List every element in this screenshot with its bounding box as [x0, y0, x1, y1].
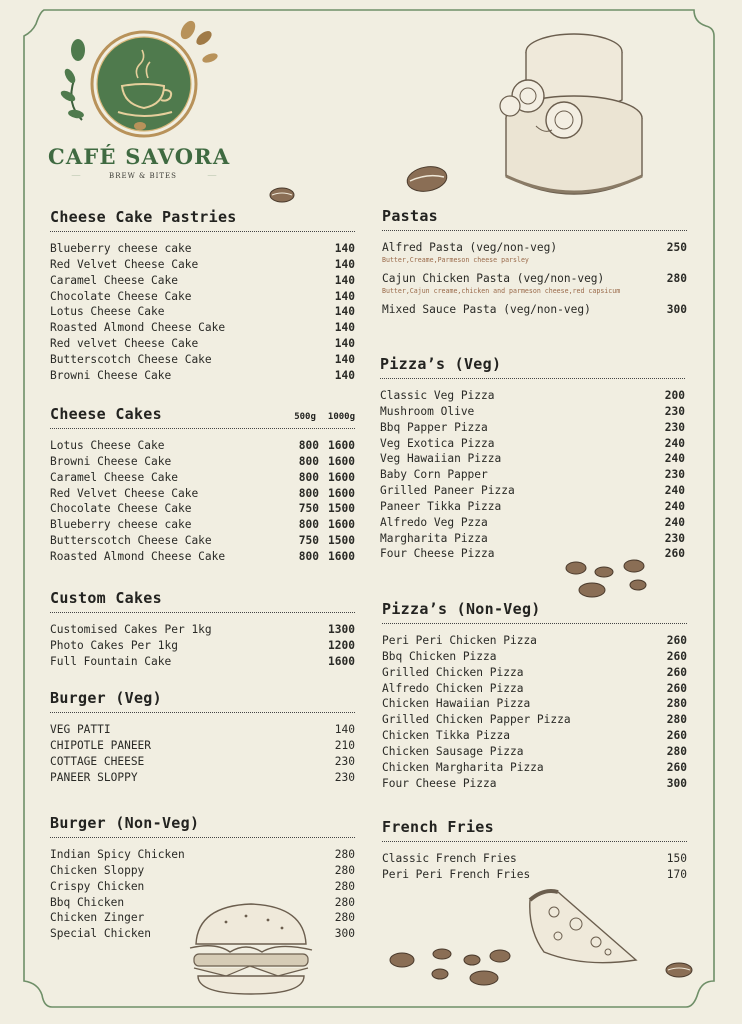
menu-item — [382, 712, 687, 728]
menu-item-line — [50, 770, 355, 786]
menu-item-line — [50, 304, 355, 320]
price-500g: 800 — [298, 470, 319, 484]
price-1000g: 1600 — [328, 470, 355, 484]
menu-item — [380, 483, 685, 499]
size-headers — [282, 407, 355, 427]
menu-item-line — [382, 665, 687, 681]
item-price: 200 — [664, 389, 685, 402]
item-price: 260 — [666, 760, 687, 774]
item-price: 240 — [664, 452, 685, 466]
menu-item — [50, 622, 355, 638]
menu-item — [382, 744, 687, 760]
size-1000g-label: 1000g — [327, 412, 355, 422]
tagline-right-rule — [186, 175, 238, 176]
menu-item — [382, 696, 687, 712]
item-price: 1300 — [328, 623, 355, 636]
menu-item-line — [50, 910, 355, 926]
item-name: Classic Veg Pizza — [380, 389, 495, 402]
item-price: 280 — [334, 863, 355, 877]
size-500g-label: 500g — [294, 412, 316, 422]
menu-item — [380, 515, 685, 531]
item-price: 280 — [666, 744, 687, 758]
menu-item — [382, 633, 687, 649]
menu-item — [380, 531, 685, 547]
menu-item — [50, 517, 355, 533]
section-title: Custom Cakes — [50, 589, 162, 607]
menu-item-line — [380, 467, 685, 483]
item-name: Baby Corn Papper — [380, 468, 488, 482]
item-price: 260 — [666, 634, 687, 647]
item-name: Roasted Almond Cheese Cake — [50, 321, 226, 335]
menu-item-line — [380, 483, 685, 499]
menu-item — [50, 454, 355, 470]
item-price: 1200 — [328, 638, 355, 652]
menu-item-line — [50, 754, 355, 770]
menu-item-line — [380, 531, 685, 547]
menu-item-line — [382, 712, 687, 728]
coffee-bean-icon — [268, 186, 296, 204]
item-name: Red Velvet Cheese Cake — [50, 257, 199, 271]
item-name: Margharita Pizza — [380, 531, 488, 545]
item-price: 280 — [334, 911, 355, 925]
menu-item-line — [380, 388, 685, 404]
menu-item-line — [50, 879, 355, 895]
item-price: 140 — [334, 257, 355, 271]
menu-item-line — [50, 533, 355, 549]
menu-item — [50, 320, 355, 336]
item-price: 240 — [664, 484, 685, 498]
item-name: Butterscotch Cheese Cake — [50, 534, 212, 548]
item-price: 250 — [666, 241, 687, 254]
item-price: 140 — [334, 289, 355, 303]
dotted-divider — [380, 378, 685, 379]
menu-item-line — [382, 696, 687, 712]
section-pastas — [382, 206, 687, 318]
section-pizzas-non-veg — [382, 599, 687, 791]
item-name: Photo Cakes Per 1kg — [50, 638, 178, 652]
item-description: Butter,Cajun creame,chicken and parmeson cheese,red capsicum — [382, 286, 621, 295]
menu-item-line — [50, 486, 355, 502]
price-1000g: 1600 — [328, 486, 355, 500]
menu-item-line — [380, 546, 685, 562]
cafe-name: CAFÉ SAVORA — [48, 144, 231, 169]
menu-item-line — [382, 728, 687, 744]
price-500g: 750 — [298, 534, 319, 548]
item-name: Caramel Cheese Cake — [50, 273, 178, 287]
item-price: 1600 — [328, 654, 355, 668]
item-name: Bbq Papper Pizza — [380, 420, 488, 434]
menu-item — [50, 549, 355, 565]
item-price: 240 — [664, 515, 685, 529]
dotted-divider — [50, 428, 355, 429]
coffee-beans-cluster-icon — [388, 942, 520, 990]
menu-item-line — [50, 895, 355, 911]
menu-item-line — [50, 336, 355, 352]
item-name: Veg Exotica Pizza — [380, 436, 495, 450]
item-price: 280 — [334, 848, 355, 861]
item-price: 230 — [334, 770, 355, 784]
menu-item — [380, 499, 685, 515]
dotted-divider — [382, 841, 687, 842]
item-name: Browni Cheese Cake — [50, 454, 172, 468]
item-name: Bbq Chicken Pizza — [382, 649, 497, 663]
item-name: Chicken Zinger — [50, 911, 145, 925]
menu-item — [380, 546, 685, 562]
item-name: PANEER SLOPPY — [50, 770, 138, 784]
section-title: Burger (Non-Veg) — [50, 814, 200, 832]
item-name: Bbq Chicken — [50, 895, 125, 909]
menu-item — [50, 863, 355, 879]
menu-item-line — [382, 681, 687, 697]
price-500g: 800 — [298, 486, 319, 500]
menu-item — [50, 352, 355, 368]
item-name: Butterscotch Cheese Cake — [50, 352, 212, 366]
item-name: Grilled Paneer Pizza — [380, 484, 515, 498]
menu-item-line — [382, 649, 687, 665]
item-price: 140 — [334, 305, 355, 319]
menu-item — [382, 271, 687, 296]
item-name: Four Cheese Pizza — [380, 547, 495, 561]
price-500g: 800 — [298, 454, 319, 468]
item-name: Four Cheese Pizza — [382, 776, 497, 790]
menu-item — [50, 754, 355, 770]
menu-item-line — [382, 776, 687, 792]
dotted-divider — [50, 712, 355, 713]
menu-item — [380, 467, 685, 483]
coffee-bean-icon — [404, 164, 450, 194]
item-name: Lotus Cheese Cake — [50, 439, 165, 452]
section-title: Pizza’s (Non-Veg) — [382, 600, 541, 618]
item-price: 240 — [664, 499, 685, 513]
menu-item — [50, 770, 355, 786]
item-name: Mushroom Olive — [380, 404, 475, 418]
item-price: 260 — [666, 665, 687, 679]
menu-item-line — [50, 863, 355, 879]
menu-item-line — [382, 867, 687, 883]
item-name: CHIPOTLE PANEER — [50, 738, 152, 752]
menu-item — [50, 241, 355, 257]
menu-item-line — [50, 654, 355, 670]
item-price: 300 — [666, 302, 687, 316]
item-price: 260 — [664, 547, 685, 561]
menu-item-line — [380, 515, 685, 531]
menu-item-line — [382, 240, 687, 256]
item-name: Special Chicken — [50, 927, 152, 941]
item-name: Chicken Tikka Pizza — [382, 729, 510, 743]
item-name: Customised Cakes Per 1kg — [50, 623, 212, 636]
item-price: 140 — [334, 723, 355, 736]
menu-item — [382, 240, 687, 265]
item-price: 230 — [664, 468, 685, 482]
menu-item-line — [380, 451, 685, 467]
item-price: 260 — [666, 729, 687, 743]
menu-item-line — [50, 320, 355, 336]
menu-item — [50, 470, 355, 486]
item-name: VEG PATTI — [50, 723, 111, 736]
item-name: Veg Hawaiian Pizza — [380, 452, 502, 466]
item-name: Alfred Pasta (veg/non-veg) — [382, 241, 558, 254]
coffee-beans-cluster-icon — [562, 556, 654, 602]
item-name: Chicken Hawaiian Pizza — [382, 697, 531, 711]
item-name: Chicken Margharita Pizza — [382, 760, 544, 774]
menu-item — [50, 910, 355, 926]
item-price: 140 — [334, 368, 355, 382]
menu-item — [50, 336, 355, 352]
menu-item-line — [382, 851, 687, 867]
item-price: 260 — [666, 649, 687, 663]
menu-item — [382, 776, 687, 792]
item-price: 280 — [334, 895, 355, 909]
menu-item — [50, 257, 355, 273]
item-price: 230 — [664, 404, 685, 418]
item-price: 280 — [666, 697, 687, 711]
item-name: Alfredo Veg Pzza — [380, 515, 488, 529]
menu-item — [50, 738, 355, 754]
dotted-divider — [50, 231, 355, 232]
item-name: Red velvet Cheese Cake — [50, 337, 199, 351]
item-price: 230 — [664, 420, 685, 434]
item-name: Grilled Chicken Pizza — [382, 665, 524, 679]
menu-item — [50, 304, 355, 320]
section-burger-veg — [50, 688, 355, 785]
item-name: Chocolate Cheese Cake — [50, 502, 192, 516]
item-name: Caramel Cheese Cake — [50, 470, 178, 484]
menu-item-line — [50, 257, 355, 273]
section-title: Burger (Veg) — [50, 689, 162, 707]
cafe-tagline: BREW & BITES — [109, 172, 177, 180]
menu-item — [50, 289, 355, 305]
item-price: 280 — [666, 271, 687, 285]
item-name: Alfredo Chicken Pizza — [382, 681, 524, 695]
menu-item — [50, 926, 355, 942]
item-price: 140 — [334, 337, 355, 351]
item-price: 300 — [334, 927, 355, 941]
item-price: 140 — [334, 321, 355, 335]
item-price: 230 — [664, 531, 685, 545]
item-price: 280 — [666, 713, 687, 727]
menu-item-line — [380, 436, 685, 452]
item-price: 140 — [334, 352, 355, 366]
menu-item — [382, 302, 687, 318]
menu-item-line — [50, 738, 355, 754]
menu-item-line — [50, 847, 355, 863]
item-price: 140 — [334, 273, 355, 287]
section-cheese-cakes — [50, 404, 355, 565]
menu-item-line — [50, 722, 355, 738]
item-name: Blueberry cheese cake — [50, 518, 192, 532]
section-french-fries — [382, 817, 687, 883]
section-custom-cakes — [50, 588, 355, 670]
section-cheese-cake-pastries — [50, 207, 355, 384]
section-title: Cheese Cakes — [50, 405, 162, 423]
item-name: Red Velvet Cheese Cake — [50, 486, 199, 500]
item-name: Peri Peri Chicken Pizza — [382, 634, 537, 647]
price-1000g: 1600 — [328, 454, 355, 468]
menu-item-line — [382, 302, 687, 318]
section-title: French Fries — [382, 818, 494, 836]
menu-item — [50, 879, 355, 895]
item-name: Classic French Fries — [382, 852, 517, 865]
price-1000g: 1500 — [328, 502, 355, 516]
cafe-logo-icon — [60, 20, 220, 140]
menu-item-line — [50, 470, 355, 486]
menu-item — [380, 436, 685, 452]
price-500g: 800 — [298, 518, 319, 532]
price-1000g: 1600 — [328, 439, 355, 452]
menu-item — [382, 851, 687, 867]
price-500g: 750 — [298, 502, 319, 516]
menu-item — [50, 895, 355, 911]
menu-item-line — [382, 744, 687, 760]
item-price: 300 — [666, 776, 687, 790]
menu-item-line — [50, 438, 355, 454]
item-name: Cajun Chicken Pasta (veg/non-veg) — [382, 271, 605, 285]
menu-item — [382, 665, 687, 681]
item-price: 280 — [334, 879, 355, 893]
menu-item — [50, 722, 355, 738]
item-name: Blueberry cheese cake — [50, 242, 192, 255]
item-name: Full Fountain Cake — [50, 654, 172, 668]
dotted-divider — [50, 837, 355, 838]
menu-item — [50, 438, 355, 454]
item-name: COTTAGE CHEESE — [50, 754, 145, 768]
price-1000g: 1500 — [328, 534, 355, 548]
item-name: Chocolate Cheese Cake — [50, 289, 192, 303]
menu-item-line — [50, 926, 355, 942]
section-title-row — [50, 404, 355, 424]
coffee-bean-icon — [664, 960, 694, 980]
menu-item — [382, 649, 687, 665]
menu-item-line — [50, 454, 355, 470]
item-price: 150 — [666, 852, 687, 865]
menu-item-line — [382, 633, 687, 649]
item-name: Mixed Sauce Pasta (veg/non-veg) — [382, 302, 591, 316]
menu-item-line — [380, 420, 685, 436]
menu-item-line — [50, 352, 355, 368]
item-name: Indian Spicy Chicken — [50, 848, 185, 861]
menu-item — [50, 847, 355, 863]
menu-item — [380, 404, 685, 420]
item-name: Peri Peri French Fries — [382, 867, 531, 881]
item-price: 230 — [334, 754, 355, 768]
menu-item — [50, 533, 355, 549]
section-title: Pizza’s (Veg) — [380, 355, 502, 373]
menu-item — [50, 273, 355, 289]
section-burger-non-veg — [50, 813, 355, 942]
menu-item-line — [380, 499, 685, 515]
price-500g: 800 — [298, 439, 319, 452]
section-title: Cheese Cake Pastries — [50, 208, 237, 226]
menu-item-line — [50, 289, 355, 305]
dotted-divider — [382, 623, 687, 624]
menu-item — [380, 420, 685, 436]
menu-item — [380, 451, 685, 467]
item-price: 140 — [334, 242, 355, 255]
item-name: Chicken Sausage Pizza — [382, 744, 524, 758]
menu-item-line — [382, 271, 687, 287]
item-price: 210 — [334, 738, 355, 752]
price-1000g: 1600 — [328, 549, 355, 563]
menu-item — [50, 638, 355, 654]
item-name: Lotus Cheese Cake — [50, 305, 165, 319]
menu-item-line — [50, 368, 355, 384]
item-description: Butter,Creame,Parmeson cheese parsley — [382, 255, 529, 264]
item-price: 260 — [666, 681, 687, 695]
item-name: Roasted Almond Cheese Cake — [50, 549, 226, 563]
menu-item-line — [50, 501, 355, 517]
dotted-divider — [50, 612, 355, 613]
menu-item — [380, 388, 685, 404]
menu-item — [382, 760, 687, 776]
menu-item — [50, 501, 355, 517]
menu-item-line — [50, 241, 355, 257]
price-1000g: 1600 — [328, 518, 355, 532]
menu-item — [50, 486, 355, 502]
menu-item — [50, 654, 355, 670]
menu-item — [382, 681, 687, 697]
section-pizzas-veg — [380, 354, 685, 562]
menu-item-line — [50, 638, 355, 654]
item-name: Browni Cheese Cake — [50, 368, 172, 382]
menu-item-line — [380, 404, 685, 420]
item-price: 170 — [666, 867, 687, 881]
item-price: 240 — [664, 436, 685, 450]
price-500g: 800 — [298, 549, 319, 563]
item-name: Crispy Chicken — [50, 879, 145, 893]
item-name: Grilled Chicken Papper Pizza — [382, 713, 571, 727]
menu-item — [382, 728, 687, 744]
menu-item — [50, 368, 355, 384]
menu-item — [382, 867, 687, 883]
pizza-slice-illustration-icon — [524, 886, 640, 968]
section-title: Pastas — [382, 207, 438, 225]
menu-item-line — [50, 517, 355, 533]
menu-item-line — [50, 273, 355, 289]
menu-item-line — [382, 760, 687, 776]
dotted-divider — [382, 230, 687, 231]
item-name: Chicken Sloppy — [50, 863, 145, 877]
item-name: Paneer Tikka Pizza — [380, 499, 502, 513]
cake-illustration-icon — [496, 26, 648, 204]
menu-item-line — [50, 622, 355, 638]
menu-item-line — [50, 549, 355, 565]
